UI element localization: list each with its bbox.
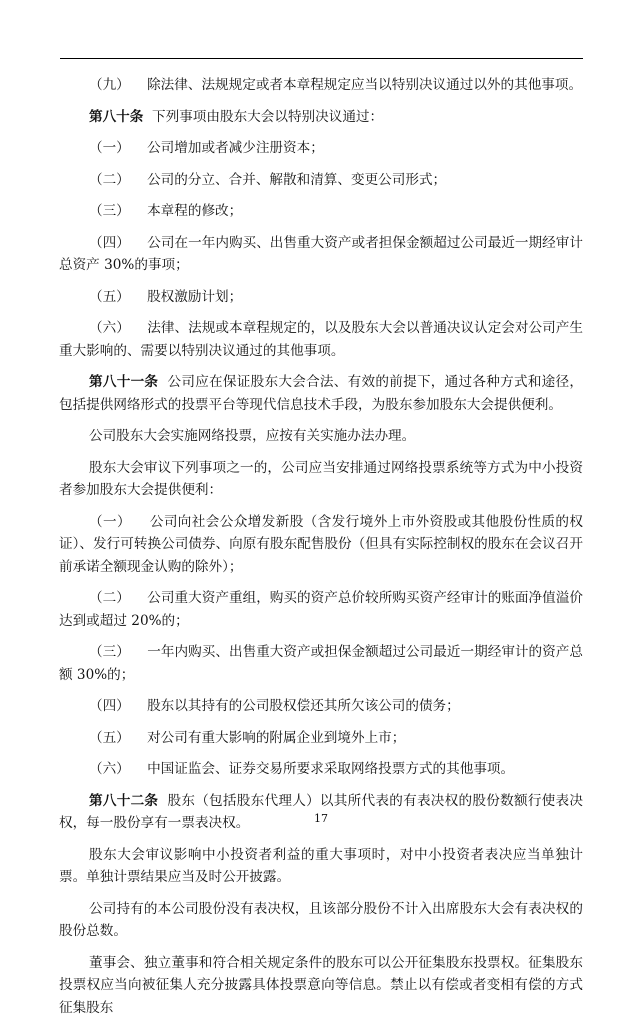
matter-1 <box>59 511 583 579</box>
clause-number: （三） <box>89 644 130 660</box>
clause-text: 中国证监会、证券交易所要求采取网络投票方式的其他事项。 <box>147 761 514 777</box>
paragraph-matters <box>59 457 583 502</box>
document-body <box>89 74 583 1019</box>
clause-text: 股东以其持有的公司股权偿还其所欠该公司的债务； <box>147 698 460 714</box>
clause-9 <box>89 74 583 97</box>
matter-2 <box>59 587 583 632</box>
clause-text: 股权激励计划； <box>147 289 242 305</box>
article-text: 下列事项由股东大会以特别决议通过： <box>152 109 383 125</box>
clause-number: （二） <box>89 172 130 188</box>
clause-text: 公司增加或者减少注册资本； <box>147 140 324 156</box>
clause-2 <box>89 169 583 192</box>
matter-3 <box>59 641 583 686</box>
matter-4 <box>89 695 583 718</box>
clause-text: 一年内购买、出售重大资产或担保金额超过公司最近一期经审计的资产总额 30%的； <box>59 644 583 683</box>
article-81 <box>59 371 583 416</box>
paragraph-text: 公司持有的本公司股份没有表决权，且该部分股份不计入出席股东大会有表决权的股份总数。 <box>59 901 583 940</box>
clause-text: 公司在一年内购买、出售重大资产或者担保金额超过公司最近一期经审计总资产 30%的事项； <box>59 235 583 274</box>
article-80 <box>89 106 583 129</box>
clause-6 <box>59 317 583 362</box>
clause-4 <box>59 232 583 277</box>
matter-6 <box>89 758 583 781</box>
article-heading: 第八十一条 <box>89 374 158 390</box>
paragraph-own-shares <box>59 898 583 943</box>
clause-text: 本章程的修改； <box>147 203 242 219</box>
clause-text: 法律、法规或本章程规定的，以及股东大会以普通决议认定会对公司产生重大影响的、需要以特别决议通过的其他事项。 <box>59 320 583 359</box>
header-rule <box>60 58 583 59</box>
clause-text: 公司向社会公众增发新股（含发行境外上市外资股或其他股份性质的权证）、发行可转换公司债券、向原有股东配售股份（但具有实际控制权的股东在会议召开前承诺全额现金认购的除外）； <box>59 514 583 575</box>
article-heading: 第八十条 <box>89 109 143 125</box>
clause-number: （五） <box>89 730 130 746</box>
clause-1 <box>89 137 583 160</box>
clause-number: （六） <box>89 761 130 777</box>
clause-number: （三） <box>89 203 130 219</box>
clause-number: （一） <box>89 514 131 530</box>
clause-number: （四） <box>89 698 130 714</box>
paragraph-proxy-solicitation <box>59 952 583 1019</box>
clause-number: （九） <box>89 77 130 93</box>
paragraph-text: 股东大会审议影响中小投资者利益的重大事项时，对中小投资者表决应当单独计票。单独计票结果应当及时公开披露。 <box>59 847 583 886</box>
paragraph-text: 股东大会审议下列事项之一的，公司应当安排通过网络投票系统等方式为中小投资者参加股东大会提供便利： <box>59 460 583 499</box>
paragraph-text: 董事会、独立董事和符合相关规定条件的股东可以公开征集股东投票权。征集股东投票权应当向被征集人充分披露具体投票意向等信息。禁止以有偿或者变相有偿的方式征集股东 <box>59 955 583 1016</box>
article-text: 股东（包括股东代理人）以其所代表的有表决权的股份数额行使表决权，每一股份享有一票表决权。 <box>59 793 583 832</box>
article-text: 公司应在保证股东大会合法、有效的前提下，通过各种方式和途径，包括提供网络形式的投票平台等现代信息技术手段，为股东参加股东大会提供便利。 <box>59 374 583 413</box>
clause-number: （六） <box>89 320 130 336</box>
page-number: 17 <box>0 812 642 825</box>
clause-number: （一） <box>89 140 130 156</box>
article-heading: 第八十二条 <box>89 793 158 809</box>
clause-text: 公司的分立、合并、解散和清算、变更公司形式； <box>147 172 446 188</box>
paragraph-online-voting <box>59 425 583 448</box>
clause-3 <box>89 200 583 223</box>
clause-number: （五） <box>89 289 130 305</box>
matter-5 <box>89 727 583 750</box>
clause-text: 对公司有重大影响的附属企业到境外上市； <box>147 730 405 746</box>
paragraph-text: 公司股东大会实施网络投票，应按有关实施办法办理。 <box>89 428 415 444</box>
paragraph-separate-count <box>59 844 583 889</box>
clause-number: （四） <box>89 235 130 251</box>
clause-text: 除法律、法规规定或者本章程规定应当以特别决议通过以外的其他事项。 <box>147 77 582 93</box>
clause-text: 公司重大资产重组，购买的资产总价较所购买资产经审计的账面净值溢价达到或超过 20%的； <box>59 590 583 629</box>
clause-5 <box>89 286 583 309</box>
clause-number: （二） <box>89 590 130 606</box>
